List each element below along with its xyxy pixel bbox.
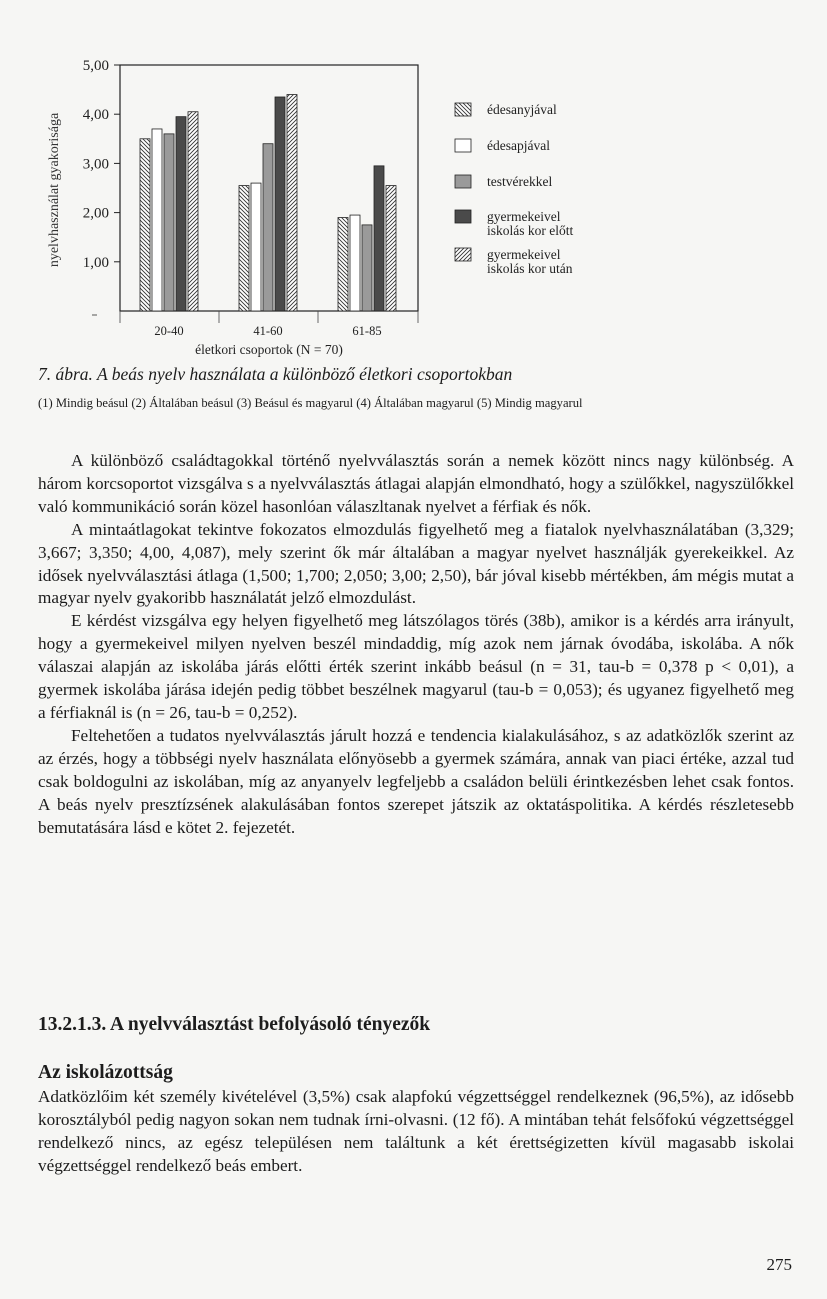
x-axis-title: életkori csoportok (N = 70) — [195, 342, 343, 357]
bar-4-20-40 — [176, 117, 186, 311]
legend-label: édesanyjával — [487, 102, 557, 117]
y-tick-label: 4,00 — [82, 107, 109, 124]
y-tick-label: 5,00 — [82, 58, 109, 74]
bar-5-41-60 — [287, 95, 297, 311]
bar-3-41-60 — [263, 144, 273, 311]
body-text-school — [38, 1086, 794, 1178]
bar-chart — [0, 40, 827, 370]
figure-caption-scale: (1) Mindig beásul (2) Általában beásul (3) Beásul és magyarul (4) Általában magyarul (5) Mindig magyarul — [38, 396, 583, 410]
paragraph: E kérdést vizsgálva egy helyen figyelhető meg látszólagos törés (38b), amikor is a kérdés arra irányult, hogy a gyermekeivel milyen nyelven beszél mindaddig, míg azok nem járnak óvodába, iskolába. A nők válaszai alapján az iskolába járás előtti érték szerint inkább beásul (n = 31, tau-b = 0,378 p < 0,01), a gyermek iskolába járása idején pedig többet beszélnek magyarul (tau-b = 0,053); és ugyanez figyelhető meg a férfiaknál is (n = 26, tau-b = 0,252). — [38, 611, 794, 722]
y-axis-label — [47, 112, 62, 267]
bar-2-61-85 — [350, 215, 360, 311]
legend-swatch-1 — [455, 103, 471, 116]
bars-group — [140, 95, 396, 311]
paragraph: A mintaátlagokat tekintve fokozatos elmozdulás figyelhető meg a fiatalok nyelvhasználatában (3,329; 3,667; 3,350; 4,00, 4,087), mely szerint ők már általában a magyar nyelvet használják gyerekeikkel. Az idősek nyelvválasztási átlaga (1,500; 1,700; 2,050; 3,00; 2,50), bár jóval kisebb mértékben, ám mégis mutat a magyar nyelv gyakoribb használatát jelző elmozdulást. — [38, 519, 794, 608]
x-tick-label: 20-40 — [154, 324, 184, 338]
paragraph: Adatközlőim két személy kivételével (3,5%) csak alapfokú végzettséggel rendelkeznek (96,5%), az idősebb korosztályból pedig nagyon sokan nem tudnak írni-olvasni. (12 fő). A mintában tehát felsőfokú végzettséggel rendelkező nincs, az egész településen nem találtunk a két érettségizetten kívül magasabb iskolai végzettséggel rendelkező beás embert. — [38, 1087, 794, 1175]
legend-label: gyermekeivel — [487, 209, 561, 224]
bar-2-41-60 — [251, 183, 261, 311]
bar-5-61-85 — [386, 186, 396, 311]
paragraph: A különböző családtagokkal történő nyelvválasztás során a nemek között nincs nagy különbség. A három korcsoportot vizsgálva s a nyelvválasztás átlagai alapján elmondható, hogy a szülőkkel, nagyszülőkkel való kommunikáció során közel hasonlóan válaszltanak nyelvet a férfiak és nők. — [38, 451, 794, 516]
legend-swatch-4 — [455, 210, 471, 223]
bar-4-61-85 — [374, 166, 384, 311]
body-text — [38, 450, 794, 839]
bar-3-20-40 — [164, 134, 174, 311]
bar-5-20-40 — [188, 112, 198, 311]
bar-3-61-85 — [362, 225, 372, 311]
subsection-heading: Az iskolázottság — [38, 1062, 173, 1083]
legend-swatch-5 — [455, 248, 471, 261]
x-axis-ticks — [120, 311, 418, 338]
figure-caption-title: 7. ábra. A beás nyelv használata a különböző életkori csoportokban — [38, 364, 513, 384]
legend-label: iskolás kor előtt — [487, 223, 574, 238]
section-heading: 13.2.1.3. A nyelvválasztást befolyásoló tényezők — [38, 1014, 431, 1035]
legend-label: iskolás kor után — [487, 261, 573, 276]
paragraph: Feltehetően a tudatos nyelvválasztás járult hozzá e tendencia kialakulásához, s az adatközlők szerint az az érzés, hogy a többségi nyelv használata előnyösebb a gyermek számára, annak van piaci értéke, azzal tud csak boldogulni az iskolában, míg az anyanyelv legfeljebb a családon belüli érintkezésben lehet csak fontos. A beás nyelv presztízsének alakulásában fontos szerepet játszik az oktatáspolitika. A kérdés részletesebb bemutatására lásd e kötet 2. fejezetét. — [38, 725, 794, 837]
legend-label: édesapjával — [487, 138, 550, 153]
y-tick-label: 3,00 — [82, 156, 109, 173]
page-number: 275 — [766, 1255, 792, 1274]
y-tick-label: 1,00 — [82, 254, 109, 271]
y-axis-title: nyelvhasználat gyakorisága — [47, 112, 62, 268]
legend — [455, 102, 573, 276]
bar-2-20-40 — [152, 129, 162, 311]
x-tick-label: 41-60 — [253, 324, 283, 338]
bar-1-41-60 — [239, 186, 249, 311]
legend-swatch-2 — [455, 139, 471, 152]
legend-swatch-3 — [455, 175, 471, 188]
legend-label: testvérekkel — [487, 174, 553, 189]
bar-1-61-85 — [338, 218, 348, 311]
legend-label: gyermekeivel — [487, 247, 561, 262]
x-tick-label: 61-85 — [352, 324, 382, 338]
y-tick-label: 2,00 — [82, 205, 109, 222]
bar-1-20-40 — [140, 139, 150, 311]
bar-4-41-60 — [275, 97, 285, 311]
y-axis-ticks — [83, 58, 120, 315]
